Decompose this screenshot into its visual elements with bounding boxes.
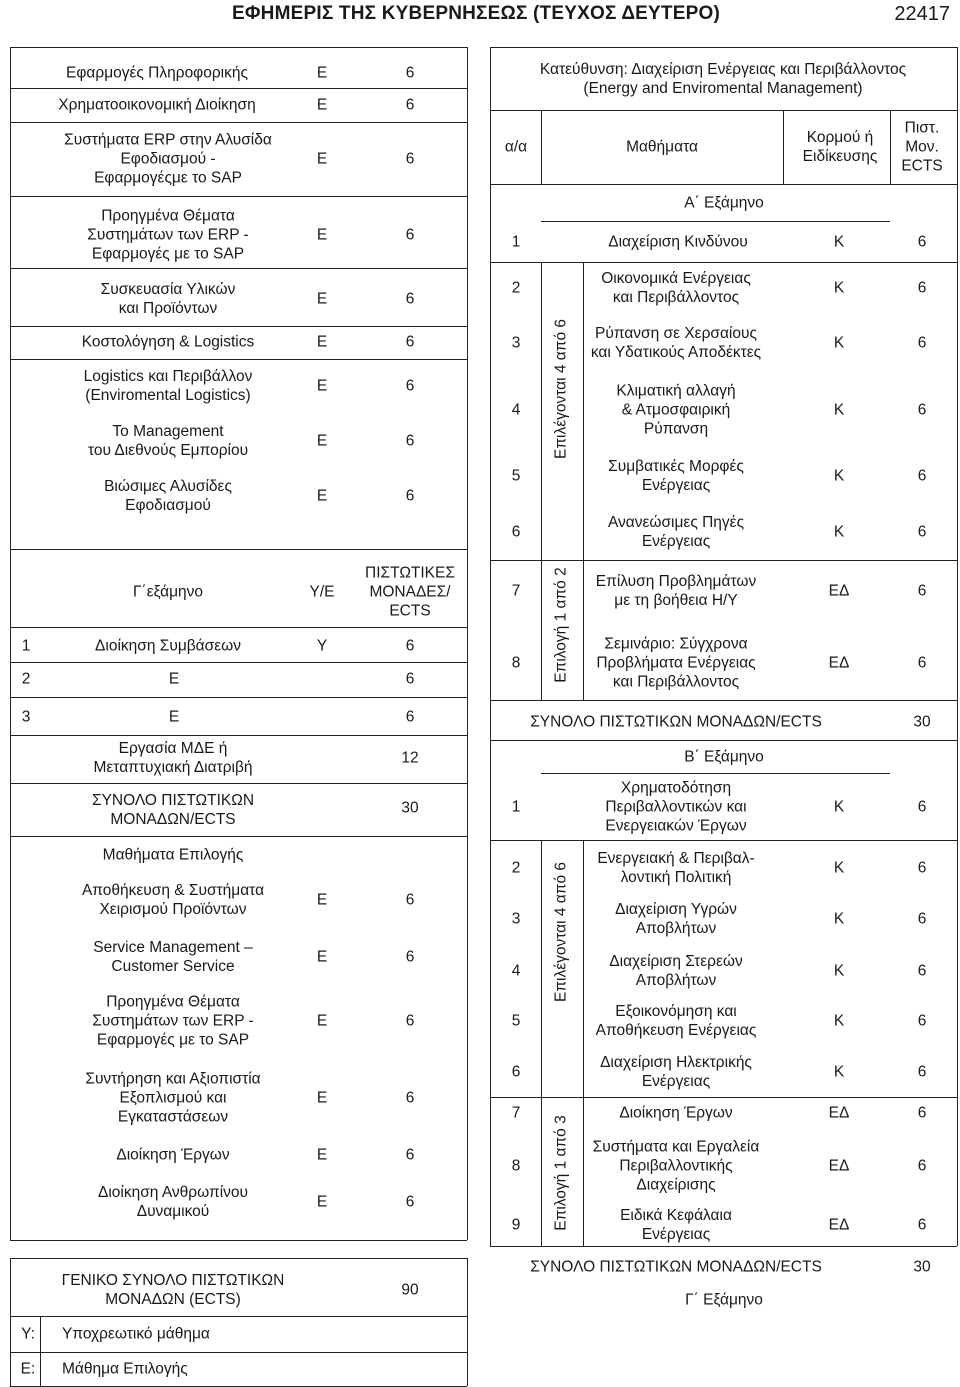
course-ects: 6 xyxy=(917,467,927,485)
course-type: Ε xyxy=(316,1089,328,1107)
course-type: Ε xyxy=(316,948,328,966)
course-type: Ε xyxy=(316,1146,328,1164)
course-ects: 6 xyxy=(405,1012,415,1030)
elective-course-name: Συντήρηση και Αξιοπιστία Εξοπλισμού και Εγκαταστάσεων xyxy=(85,1070,261,1126)
course-ects: 6 xyxy=(405,487,415,505)
course-name: Χρηματοδότηση Περιβαλλοντικών και Ενεργειακών Έργων xyxy=(605,779,747,835)
grand-total-ects: 90 xyxy=(401,1281,419,1299)
course-type: Ε xyxy=(316,891,328,909)
course-type: Κ xyxy=(833,859,845,877)
course-name: Το Management του Διεθνούς Εμπορίου xyxy=(87,423,249,459)
semester-total-ects: 30 xyxy=(913,713,931,731)
legend-text: Υποχρεωτικό μάθημα xyxy=(62,1325,210,1343)
row-number: 6 xyxy=(511,1063,521,1081)
course-ects: 6 xyxy=(405,1089,415,1107)
elective-course-name: Service Management – Customer Service xyxy=(93,939,253,975)
course-ects: 6 xyxy=(405,948,415,966)
course-name: Σεμινάριο: Σύγχρονα Προβλήματα Ενέργειας και Περιβάλλοντος xyxy=(596,635,756,691)
row-divider xyxy=(10,697,467,698)
course-type: ΕΔ xyxy=(828,1157,850,1175)
course-type: ΕΔ xyxy=(828,654,850,672)
course-type: Ε xyxy=(316,333,328,351)
course-ects: 6 xyxy=(917,654,927,672)
course-name: Ρύπανση σε Χερσαίους και Υδατικούς Αποδέκτες xyxy=(590,325,762,361)
course-name: Συστήματα και Εργαλεία Περιβαλλοντικής Διαχείρισης xyxy=(592,1138,760,1194)
semester-total-label: ΣΥΝΟΛΟ ΠΙΣΤΩΤΙΚΩΝ ΜΟΝΑΔΩΝ/ECTS xyxy=(530,1258,822,1276)
row-divider xyxy=(10,1258,467,1259)
column-divider xyxy=(10,1258,11,1386)
row-number: 2 xyxy=(21,670,31,688)
legend-text: Μάθημα Επιλογής xyxy=(62,1360,188,1378)
course-ects: 6 xyxy=(917,401,927,419)
course-type: Ε xyxy=(316,226,328,244)
column-divider xyxy=(890,110,891,184)
semester-b-title: Β΄ Εξάμηνο xyxy=(684,748,764,766)
course-ects: 6 xyxy=(917,582,927,600)
row-number: 7 xyxy=(511,582,521,600)
direction-title: Κατεύθυνση: Διαχείριση Ενέργειας και Περιβάλλοντος (Energy and Enviromental Management) xyxy=(539,61,907,97)
elective-course-name: Προηγμένα Θέματα Συστημάτων των ERP - Εφαρμογές με το SAP xyxy=(92,993,254,1049)
row-divider xyxy=(10,662,467,663)
row-number: 4 xyxy=(511,401,521,419)
row-number: 8 xyxy=(511,654,521,672)
elective-group-label: Επιλογή 1 από 3 xyxy=(552,1115,570,1231)
thesis-label: Εργασία ΜΔΕ ή Μεταπτυχιακή Διατριβή xyxy=(93,740,253,776)
page-number: 22417 xyxy=(894,3,950,25)
course-name: Κλιματική αλλαγή & Ατμοσφαιρική Ρύπανση xyxy=(616,382,736,438)
course-ects: 6 xyxy=(917,523,927,541)
course-ects: 6 xyxy=(405,891,415,909)
course-type: ΕΔ xyxy=(828,1216,850,1234)
course-name: Εφαρμογές Πληροφορικής xyxy=(66,64,248,82)
column-divider xyxy=(40,1316,41,1386)
column-divider xyxy=(783,110,784,184)
row-divider xyxy=(541,773,890,774)
course-column-header: Μαθήματα xyxy=(626,138,698,156)
row-number: 2 xyxy=(511,859,521,877)
row-divider xyxy=(10,836,467,837)
course-type: ΕΔ xyxy=(828,582,850,600)
row-divider xyxy=(490,184,957,185)
row-divider xyxy=(490,1097,957,1098)
course-type: Κ xyxy=(833,279,845,297)
type-column-header: Κορμού ή Ειδίκευσης xyxy=(802,129,878,165)
elective-course-name: Διοίκηση Ανθρωπίνου Δυναμικού xyxy=(98,1184,248,1220)
column-divider xyxy=(467,1258,468,1316)
column-divider xyxy=(957,47,958,1246)
course-type: Ε xyxy=(316,150,328,168)
course-type: Κ xyxy=(833,910,845,928)
course-ects: 6 xyxy=(405,377,415,395)
row-number: 6 xyxy=(511,523,521,541)
course-type: Ε xyxy=(316,64,328,82)
course-name: Διοίκηση Έργων xyxy=(619,1104,733,1122)
thesis-ects: 12 xyxy=(401,749,419,767)
row-number: 3 xyxy=(21,708,31,726)
semester-total-ects: 30 xyxy=(401,799,419,817)
column-divider xyxy=(541,110,542,184)
course-type: Κ xyxy=(833,233,845,251)
row-number: 7 xyxy=(511,1104,521,1122)
semester-c-title: Γ΄ Εξάμηνο xyxy=(685,1291,763,1309)
row-divider xyxy=(490,262,957,263)
course-name: Διαχείριση Ηλεκτρικής Ενέργειας xyxy=(600,1054,752,1090)
course-type: Κ xyxy=(833,798,845,816)
course-name: Συσκευασία Υλικών και Προϊόντων xyxy=(100,281,236,317)
course-ects: 6 xyxy=(405,150,415,168)
row-number: 5 xyxy=(511,1012,521,1030)
row-divider xyxy=(490,700,957,701)
row-number: 1 xyxy=(21,637,31,655)
course-ects: 6 xyxy=(917,1104,927,1122)
course-type: Ε xyxy=(316,96,328,114)
course-ects: 6 xyxy=(917,334,927,352)
grand-total-label: ΓΕΝΙΚΟ ΣΥΝΟΛΟ ΠΙΣΤΩΤΙΚΩΝ ΜΟΝΑΔΩΝ (ECTS) xyxy=(61,1272,285,1308)
course-name: Ειδικά Κεφάλαια Ενέργειας xyxy=(620,1207,732,1243)
column-divider xyxy=(467,47,468,1240)
column-divider xyxy=(541,840,542,1246)
row-number: 3 xyxy=(511,910,521,928)
course-ects: 6 xyxy=(405,670,415,688)
course-type: Κ xyxy=(833,1063,845,1081)
course-ects: 6 xyxy=(917,910,927,928)
row-divider xyxy=(10,549,467,550)
course-ects: 6 xyxy=(917,1216,927,1234)
course-type: Κ xyxy=(833,1012,845,1030)
course-type: Ε xyxy=(316,377,328,395)
course-type: Ε xyxy=(316,487,328,505)
course-ects: 6 xyxy=(405,333,415,351)
elective-course-name: Διοίκηση Έργων xyxy=(116,1146,230,1164)
course-type: Υ xyxy=(316,637,328,655)
row-number: 1 xyxy=(511,233,521,251)
course-name: Χρηματοοικονομική Διοίκηση xyxy=(58,96,256,114)
elective-group-label: Επιλογή 1 από 2 xyxy=(552,567,570,683)
legend-key: Ε: xyxy=(20,1360,36,1378)
ects-column-header: Πιστ. Μον. ECTS xyxy=(901,119,943,175)
elective-group-label: Επιλέγονται 4 από 6 xyxy=(552,862,570,1002)
course-name: Συστήματα ERP στην Αλυσίδα Εφοδιασμού - Εφαρμογέςμε το SAP xyxy=(64,131,272,187)
course-name: Βιώσιμες Αλυσίδες Εφοδιασμού xyxy=(104,478,232,514)
course-name: Προηγμένα Θέματα Συστημάτων των ERP - Εφαρμογές με το SAP xyxy=(87,207,249,263)
course-name: Διοίκηση Συμβάσεων xyxy=(95,637,241,655)
course-ects: 6 xyxy=(917,1012,927,1030)
semester-c-label: Γ΄εξάμηνο xyxy=(132,583,204,601)
row-divider xyxy=(10,196,467,197)
course-ects: 6 xyxy=(405,226,415,244)
course-type: Κ xyxy=(833,334,845,352)
row-divider xyxy=(10,1352,467,1353)
ects-column-header: ΠΙΣΤΩΤΙΚΕΣ ΜΟΝΑΔΕΣ/ ECTS xyxy=(365,564,455,620)
type-column-header: Υ/Ε xyxy=(309,583,335,601)
course-type: ΕΔ xyxy=(828,1104,850,1122)
row-divider xyxy=(490,110,957,111)
course-ects: 6 xyxy=(405,96,415,114)
elective-group-label: Επιλέγονται 4 από 6 xyxy=(552,319,570,459)
course-type: Ε xyxy=(168,670,180,688)
course-type: Κ xyxy=(833,523,845,541)
course-name: Εξοικονόμηση και Αποθήκευση Ενέργειας xyxy=(595,1003,757,1039)
course-ects: 6 xyxy=(405,637,415,655)
semester-total-label: ΣΥΝΟΛΟ ΠΙΣΤΩΤΙΚΩΝ ΜΟΝΑΔΩΝ/ECTS xyxy=(91,792,255,828)
course-type: Ε xyxy=(168,708,180,726)
row-number: 4 xyxy=(511,962,521,980)
row-divider xyxy=(10,268,467,269)
row-number: 1 xyxy=(511,798,521,816)
course-ects: 6 xyxy=(917,1157,927,1175)
row-divider xyxy=(10,88,467,89)
column-divider xyxy=(541,262,542,700)
row-divider xyxy=(10,326,467,327)
course-name: Διαχείριση Υγρών Αποβλήτων xyxy=(615,901,737,937)
course-ects: 6 xyxy=(405,64,415,82)
row-divider xyxy=(10,47,467,48)
row-divider xyxy=(10,735,467,736)
column-divider xyxy=(467,1316,468,1386)
legend-key: Υ: xyxy=(21,1325,35,1343)
course-type: Ε xyxy=(316,432,328,450)
semester-total-ects: 30 xyxy=(913,1258,931,1276)
row-divider xyxy=(490,560,957,561)
elective-course-name: Αποθήκευση & Συστήματα Χειρισμού Προϊόντων xyxy=(81,882,265,918)
number-column-header: α/α xyxy=(504,138,528,156)
course-ects: 6 xyxy=(405,708,415,726)
semester-a-title: Α΄ Εξάμηνο xyxy=(684,194,764,212)
course-type: Κ xyxy=(833,467,845,485)
course-name: Ενεργειακή & Περιβαλ- λοντική Πολιτική xyxy=(597,850,755,886)
course-ects: 6 xyxy=(917,1063,927,1081)
row-number: 8 xyxy=(511,1157,521,1175)
course-name: Οικονομικά Ενέργειας και Περιβάλλοντος xyxy=(601,270,751,306)
course-ects: 6 xyxy=(405,1193,415,1211)
course-ects: 6 xyxy=(917,798,927,816)
course-ects: 6 xyxy=(405,1146,415,1164)
course-type: Κ xyxy=(833,962,845,980)
row-number: 9 xyxy=(511,1216,521,1234)
course-name: Διαχείριση Κινδύνου xyxy=(608,233,748,251)
course-ects: 6 xyxy=(917,962,927,980)
course-name: Logistics και Περιβάλλον (Enviromental Logistics) xyxy=(83,368,253,404)
course-name: Επίλυση Προβλημάτων με τη βοήθεια Η/Υ xyxy=(595,573,757,609)
electives-title: Μαθήματα Επιλογής xyxy=(102,846,244,864)
course-name: Κοστολόγηση & Logistics xyxy=(81,333,255,351)
row-divider xyxy=(10,627,467,628)
row-divider xyxy=(541,221,890,222)
row-divider xyxy=(490,47,957,48)
row-divider xyxy=(10,122,467,123)
course-type: Ε xyxy=(316,1012,328,1030)
row-divider xyxy=(10,359,467,360)
row-number: 3 xyxy=(511,334,521,352)
row-divider xyxy=(10,783,467,784)
course-ects: 6 xyxy=(917,859,927,877)
course-name: Διαχείριση Στερεών Αποβλήτων xyxy=(609,953,743,989)
course-name: Συμβατικές Μορφές Ενέργειας xyxy=(608,458,744,494)
course-ects: 6 xyxy=(917,279,927,297)
page-header-title: ΕΦΗΜΕΡΙΣ ΤΗΣ ΚΥΒΕΡΝΗΣΕΩΣ (ΤΕΥΧΟΣ ΔΕΥΤΕΡΟ) xyxy=(232,3,720,24)
course-ects: 6 xyxy=(405,290,415,308)
course-ects: 6 xyxy=(405,432,415,450)
row-divider xyxy=(490,740,957,741)
row-number: 2 xyxy=(511,279,521,297)
row-divider xyxy=(490,1246,957,1247)
row-divider xyxy=(490,840,957,841)
course-type: Κ xyxy=(833,401,845,419)
course-type: Ε xyxy=(316,1193,328,1211)
row-divider xyxy=(10,1316,467,1317)
column-divider xyxy=(583,840,584,1246)
course-ects: 6 xyxy=(917,233,927,251)
course-type: Ε xyxy=(316,290,328,308)
column-divider xyxy=(490,47,491,1246)
row-divider xyxy=(10,1240,467,1241)
column-divider xyxy=(583,262,584,700)
course-name: Ανανεώσιμες Πηγές Ενέργειας xyxy=(607,514,745,550)
row-number: 5 xyxy=(511,467,521,485)
column-divider xyxy=(10,47,11,1240)
semester-total-label: ΣΥΝΟΛΟ ΠΙΣΤΩΤΙΚΩΝ ΜΟΝΑΔΩΝ/ECTS xyxy=(530,713,822,731)
